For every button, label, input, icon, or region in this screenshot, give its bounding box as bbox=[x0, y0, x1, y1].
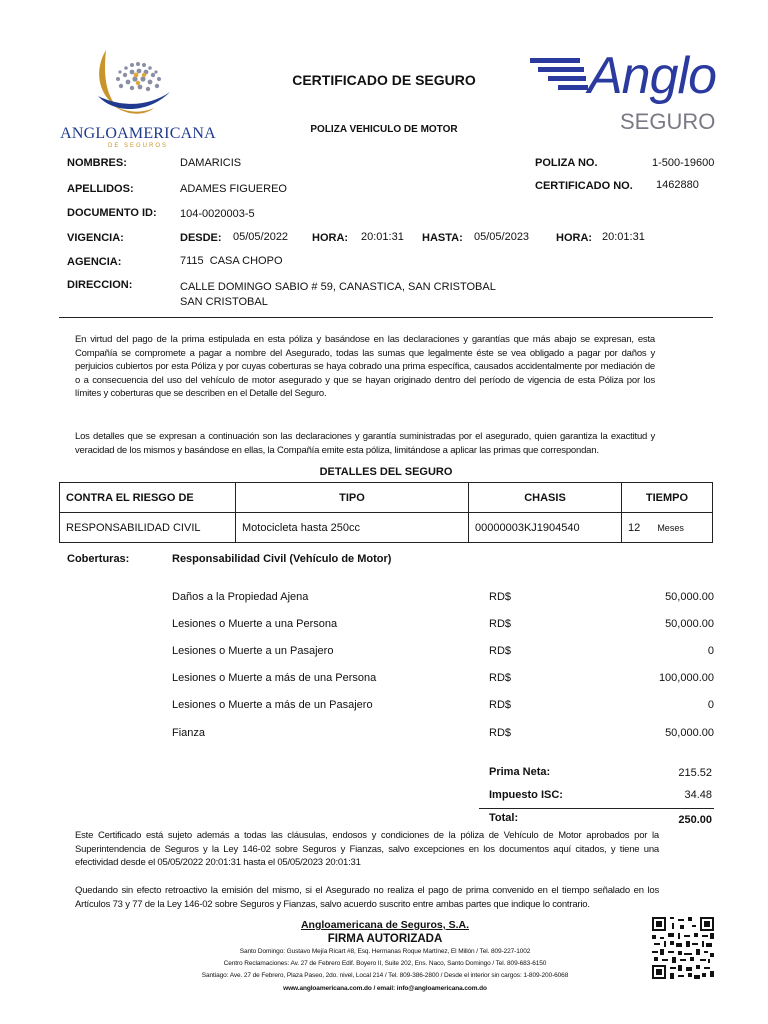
agencia-label: AGENCIA: bbox=[67, 256, 122, 268]
logo-company-sub: DE SEGUROS bbox=[107, 143, 168, 149]
documento-label: DOCUMENTO ID: bbox=[67, 207, 157, 219]
poliza-label: POLIZA NO. bbox=[535, 157, 598, 169]
poliza-value: 1-500-19600 bbox=[652, 157, 715, 169]
apellidos-value: ADAMES FIGUEREO bbox=[180, 183, 287, 195]
coberturas-title: Responsabilidad Civil (Vehículo de Motor) bbox=[172, 553, 392, 565]
page-title: CERTIFICADO DE SEGURO bbox=[292, 72, 476, 88]
details-heading: DETALLES DEL SEGURO bbox=[319, 466, 453, 478]
desde-label: DESDE: bbox=[180, 232, 222, 244]
conditions-paragraph: Este Certificado está sujeto además a todas las cláusulas, endosos y condiciones de la póliza de Vehículo de Motor aprobados por la Superintendencia de Seguros y la Ley 146-02 sobre Seguros y Fianzas, salvo excepciones en los documentos aquí citados, y tiene una efectividad desde el 05/05/2022 20:01:31 hasta el 05/05/2023 20:01:31 bbox=[75, 830, 659, 868]
prima-neta-label: Prima Neta: bbox=[489, 766, 551, 778]
authorized-signature: FIRMA AUTORIZADA bbox=[327, 933, 443, 945]
totals-divider bbox=[479, 808, 714, 809]
col-header-tipo: TIPO bbox=[236, 483, 469, 513]
col-header-riesgo: CONTRA EL RIESGO DE bbox=[60, 483, 236, 513]
footer-address-claims: Centro Reclamaciones: Av. 27 de Febrero Edif. Boyero II, Suite 202, Ens. Naco, Santo Domingo / Tel. 809-683-6150 bbox=[223, 960, 547, 967]
logo-seguro-text: SEGURO bbox=[620, 109, 716, 134]
hora-hasta-label: HORA: bbox=[556, 232, 593, 244]
details-table bbox=[59, 482, 713, 543]
cell-chasis: 00000003KJ1904540 bbox=[469, 513, 622, 543]
angloamericana-logo bbox=[58, 44, 218, 148]
page-subtitle: POLIZA VEHICULO DE MOTOR bbox=[310, 124, 458, 135]
anglo-seguro-logo bbox=[528, 47, 716, 140]
company-signature-name: Angloamericana de Seguros, S.A. bbox=[300, 919, 470, 931]
hora-hasta-value: 20:01:31 bbox=[602, 231, 645, 243]
coverage-name: Lesiones o Muerte a un Pasajero bbox=[172, 645, 334, 657]
cell-tipo: Motocicleta hasta 250cc bbox=[236, 513, 469, 543]
header-divider bbox=[59, 317, 713, 318]
table-row bbox=[60, 513, 713, 543]
direccion-line2: SAN CRISTOBAL bbox=[180, 296, 268, 308]
documento-value: 104-0020003-5 bbox=[180, 208, 255, 220]
coverage-currency: RD$ bbox=[489, 699, 512, 711]
cell-riesgo: RESPONSABILIDAD CIVIL bbox=[60, 513, 236, 543]
footer-address-santo-domingo: Santo Domingo: Gustavo Mejía Ricart #8, Esq. Hermanas Roque Martínez, El Millón / Tel. 809-227-1002 bbox=[239, 948, 531, 955]
col-header-chasis: CHASIS bbox=[469, 483, 622, 513]
total-value: 250.00 bbox=[678, 814, 712, 826]
coberturas-label: Coberturas: bbox=[67, 553, 130, 565]
details-paragraph: Los detalles que se expresan a continuación son las declaraciones y garantía suministradas por el asegurado, quien garantiza la exactitud y veracidad de los mismos y basándose en ellas, la Compañía emite esta póliza, limitándose a aplicar las primas que correspondan. bbox=[75, 431, 655, 456]
nombres-label: NOMBRES: bbox=[67, 157, 127, 169]
coverage-currency: RD$ bbox=[489, 727, 512, 739]
certificado-label: CERTIFICADO NO. bbox=[535, 180, 633, 192]
direccion-label: DIRECCION: bbox=[67, 279, 133, 291]
intro-paragraph: En virtud del pago de la prima estipulada en esta póliza y basándose en las declaraciones y garantías que más abajo se expresan, esta Compañía se compromete a pagar a nombre del Asegurado, todas las sumas que legalmente éste se vea obligado a pagar por daños y perjuicios cubiertos por esta Póliza y por cuyas coberturas se haya cobrado una prima específica, causados accidentalmente por mediación de o a consecuencia del uso del vehículo de motor asegurado y que se hayan originado dentro del período de vigencia de esta Póliza por los límites y coberturas que se describen en el Detalle del Seguro. bbox=[75, 334, 655, 399]
qr-code-icon bbox=[652, 917, 714, 979]
hasta-label: HASTA: bbox=[422, 232, 463, 244]
nombres-value: DAMARICIS bbox=[180, 157, 242, 169]
coverage-name: Lesiones o Muerte a una Persona bbox=[172, 618, 338, 630]
prima-neta-value: 215.52 bbox=[678, 767, 712, 779]
retroactive-paragraph: Quedando sin efecto retroactivo la emisión del mismo, si el Asegurado no realiza el pago de prima convenido en el tiempo señalado en los Artículos 73 y 77 de la Ley 146-02 sobre Seguros y Fianzas, salvo acuerdo suscrito entre ambas partes que indique lo contrario. bbox=[75, 885, 659, 910]
coverage-currency: RD$ bbox=[489, 672, 512, 684]
logo-company-name: ANGLOAMERICANA bbox=[60, 125, 216, 142]
col-header-tiempo: TIEMPO bbox=[622, 483, 713, 513]
agencia-value: 7115 CASA CHOPO bbox=[180, 255, 283, 267]
tiempo-number: 12 bbox=[628, 521, 641, 534]
coverage-name: Lesiones o Muerte a más de un Pasajero bbox=[172, 699, 373, 711]
impuesto-isc-label: Impuesto ISC: bbox=[489, 789, 563, 801]
cell-tiempo bbox=[622, 513, 713, 543]
vigencia-label: VIGENCIA: bbox=[67, 232, 124, 244]
coverage-currency: RD$ bbox=[489, 591, 512, 603]
certificado-value: 1462880 bbox=[656, 179, 699, 191]
hora-desde-value: 20:01:31 bbox=[361, 231, 404, 243]
globe-icon bbox=[58, 44, 218, 124]
hora-desde-label: HORA: bbox=[312, 232, 349, 244]
total-label: Total: bbox=[489, 812, 519, 824]
footer-address-santiago: Santiago: Ave. 27 de Febrero, Plaza Paseo, 2do. nivel, Local 214 / Tel. 809-386-2800 / Desde el interior sin cargos: 1-809-200-6068 bbox=[201, 972, 569, 979]
coverage-amount: 0 bbox=[707, 645, 714, 657]
footer-website-email: www.angloamericana.com.do / email: info@angloamericana.com.do bbox=[283, 985, 487, 992]
coverage-name: Fianza bbox=[172, 727, 206, 739]
coverage-name: Lesiones o Muerte a más de una Persona bbox=[172, 672, 377, 684]
coverage-amount: 50,000.00 bbox=[665, 727, 714, 739]
direccion-line1: CALLE DOMINGO SABIO # 59, CANASTICA, SAN CRISTOBAL bbox=[180, 281, 496, 293]
coverage-currency: RD$ bbox=[489, 645, 512, 657]
coverage-amount: 100,000.00 bbox=[658, 672, 714, 684]
coverage-amount: 50,000.00 bbox=[665, 591, 714, 603]
coverage-name: Daños a la Propiedad Ajena bbox=[172, 591, 309, 603]
coverage-currency: RD$ bbox=[489, 618, 512, 630]
desde-value: 05/05/2022 bbox=[233, 231, 289, 243]
logo-anglo-text: Anglo bbox=[588, 47, 716, 105]
apellidos-label: APELLIDOS: bbox=[67, 183, 134, 195]
coverage-amount: 50,000.00 bbox=[665, 618, 714, 630]
tiempo-unit: Meses bbox=[657, 522, 684, 533]
impuesto-isc-value: 34.48 bbox=[684, 789, 712, 801]
table-header-row bbox=[60, 483, 713, 513]
hasta-value: 05/05/2023 bbox=[474, 231, 530, 243]
coverage-amount: 0 bbox=[707, 699, 714, 711]
